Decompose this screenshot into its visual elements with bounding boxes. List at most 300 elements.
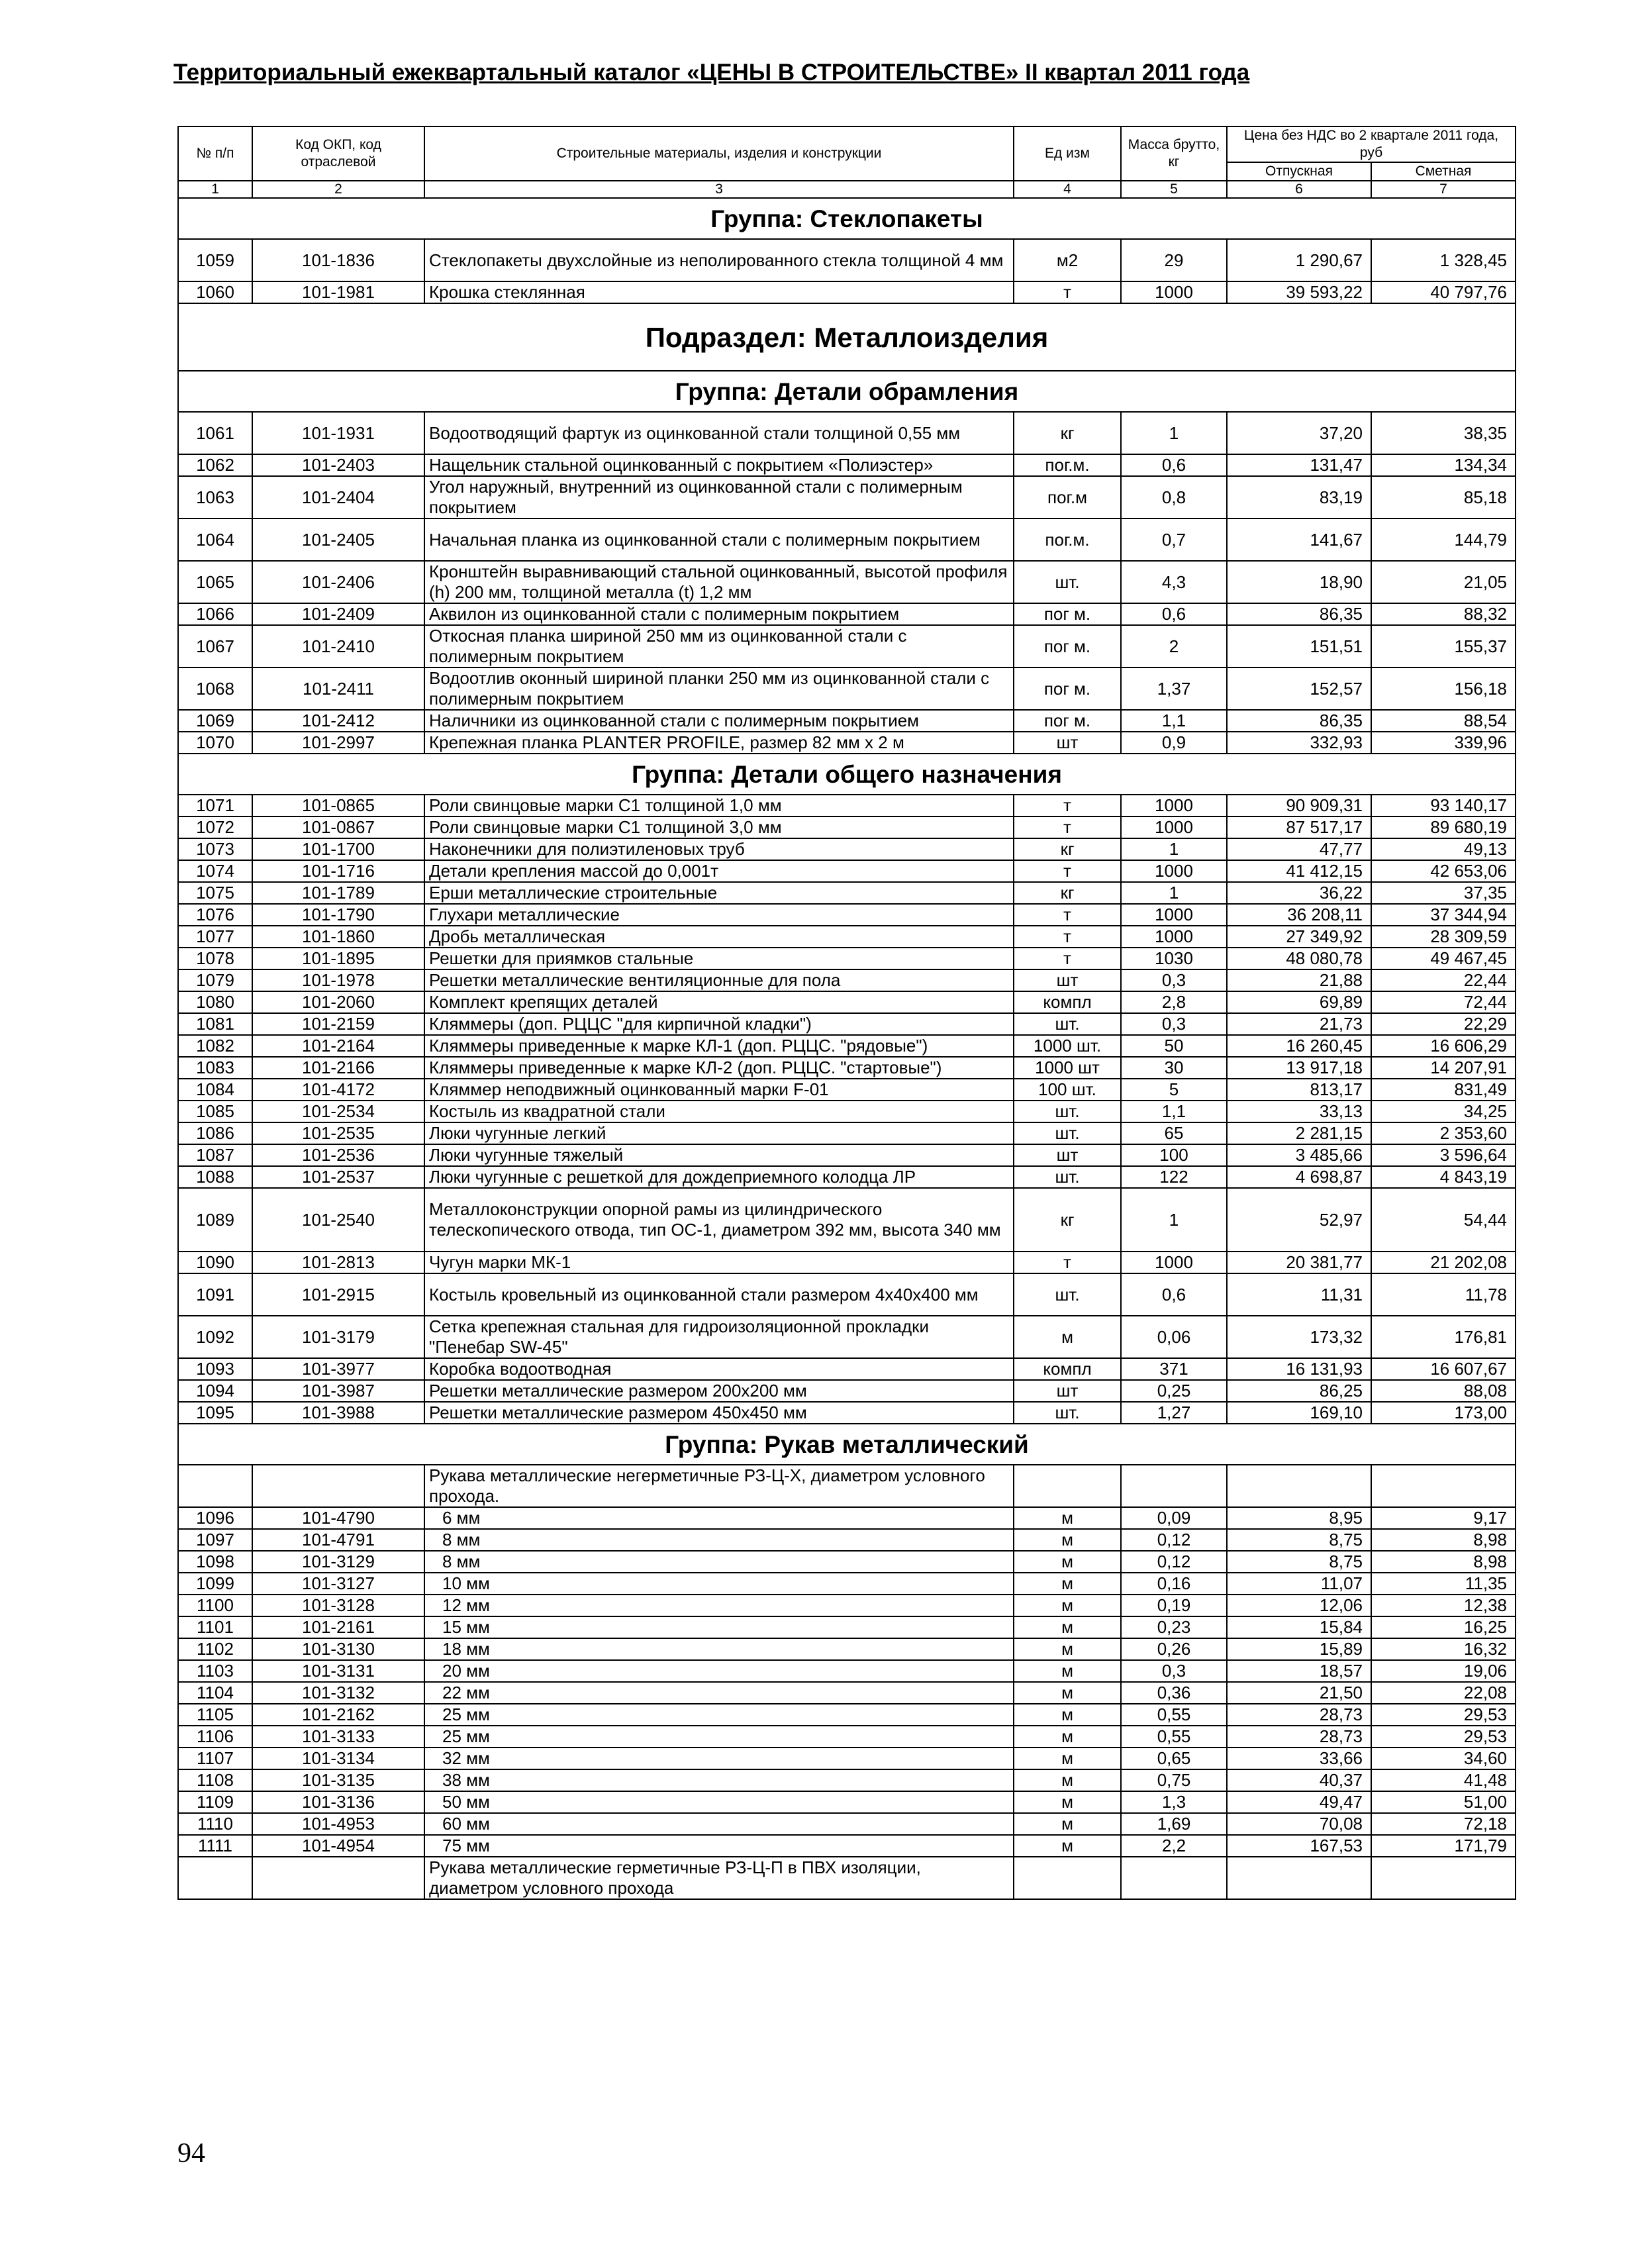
row-price-estimate: 134,34 xyxy=(1371,454,1516,476)
row-price-estimate: 9,17 xyxy=(1371,1507,1516,1529)
row-num: 1067 xyxy=(178,625,252,667)
table-row xyxy=(178,1682,1516,1704)
table-row xyxy=(178,1660,1516,1682)
row-unit: шт. xyxy=(1014,1402,1121,1424)
row-unit: т xyxy=(1014,926,1121,948)
row-unit: м xyxy=(1014,1507,1121,1529)
row-price-release: 18,57 xyxy=(1227,1660,1371,1682)
row-code: 101-2164 xyxy=(252,1035,424,1057)
row-name: Комплект крепящих деталей xyxy=(424,991,1014,1013)
row-price-estimate: 11,35 xyxy=(1371,1573,1516,1595)
row-code: 101-2540 xyxy=(252,1188,424,1252)
table-row xyxy=(178,239,1516,281)
row-name: Люки чугунные легкий xyxy=(424,1122,1014,1144)
row-num: 1108 xyxy=(178,1769,252,1791)
table-row xyxy=(178,1057,1516,1079)
table-row xyxy=(178,838,1516,860)
row-num: 1079 xyxy=(178,969,252,991)
row-unit: шт. xyxy=(1014,561,1121,603)
row-price-estimate: 16 607,67 xyxy=(1371,1358,1516,1380)
column-number: 7 xyxy=(1371,181,1516,198)
row-price-release: 152,57 xyxy=(1227,667,1371,710)
row-unit: компл xyxy=(1014,991,1121,1013)
row-price-release: 86,35 xyxy=(1227,603,1371,625)
row-mass: 0,6 xyxy=(1121,603,1227,625)
row-num: 1098 xyxy=(178,1551,252,1573)
row-num: 1092 xyxy=(178,1316,252,1358)
row-unit: м xyxy=(1014,1835,1121,1857)
row-code: 101-2536 xyxy=(252,1144,424,1166)
row-name: Роли свинцовые марки С1 толщиной 3,0 мм xyxy=(424,816,1014,838)
row-num: 1090 xyxy=(178,1252,252,1273)
row-num: 1073 xyxy=(178,838,252,860)
row-num: 1105 xyxy=(178,1704,252,1726)
row-unit: м xyxy=(1014,1660,1121,1682)
row-code: 101-3136 xyxy=(252,1791,424,1813)
row-num: 1111 xyxy=(178,1835,252,1857)
header-price-group: Цена без НДС во 2 квартале 2011 года, руб xyxy=(1227,126,1516,162)
header-price-release: Отпускная xyxy=(1227,162,1371,181)
row-price-release: 36,22 xyxy=(1227,882,1371,904)
row-unit: т xyxy=(1014,948,1121,969)
row-mass: 0,55 xyxy=(1121,1726,1227,1748)
row-mass: 1000 xyxy=(1121,281,1227,303)
row-unit: м xyxy=(1014,1748,1121,1769)
row-num: 1086 xyxy=(178,1122,252,1144)
row-price-release: 86,25 xyxy=(1227,1380,1371,1402)
row-mass: 2,2 xyxy=(1121,1835,1227,1857)
row-mass: 1030 xyxy=(1121,948,1227,969)
row-price-estimate: 3 596,64 xyxy=(1371,1144,1516,1166)
row-price-estimate: 49,13 xyxy=(1371,838,1516,860)
row-unit: м xyxy=(1014,1638,1121,1660)
table-row xyxy=(178,476,1516,518)
group-header-row xyxy=(178,198,1516,239)
row-mass: 30 xyxy=(1121,1057,1227,1079)
row-num: 1078 xyxy=(178,948,252,969)
row-unit: шт. xyxy=(1014,1166,1121,1188)
row-mass: 1,3 xyxy=(1121,1791,1227,1813)
row-code: 101-2915 xyxy=(252,1273,424,1316)
row-unit: компл xyxy=(1014,1358,1121,1380)
row-code: 101-3128 xyxy=(252,1595,424,1616)
row-price-release: 8,75 xyxy=(1227,1551,1371,1573)
row-code: 101-3135 xyxy=(252,1769,424,1791)
row-price-estimate: 37 344,94 xyxy=(1371,904,1516,926)
row-price-estimate: 22,29 xyxy=(1371,1013,1516,1035)
row-price-estimate: 29,53 xyxy=(1371,1704,1516,1726)
row-num: 1063 xyxy=(178,476,252,518)
row-mass: 371 xyxy=(1121,1358,1227,1380)
row-unit xyxy=(1014,1465,1121,1507)
row-mass: 0,65 xyxy=(1121,1748,1227,1769)
row-num: 1103 xyxy=(178,1660,252,1682)
row-name: Начальная планка из оцинкованной стали с полимерным покрытием xyxy=(424,518,1014,561)
row-code: 101-2404 xyxy=(252,476,424,518)
table-row xyxy=(178,1122,1516,1144)
row-unit: кг xyxy=(1014,838,1121,860)
row-mass: 0,09 xyxy=(1121,1507,1227,1529)
row-price-estimate xyxy=(1371,1857,1516,1899)
row-price-release: 15,84 xyxy=(1227,1616,1371,1638)
row-mass: 1 xyxy=(1121,838,1227,860)
row-mass: 0,12 xyxy=(1121,1551,1227,1573)
row-name: Решетки металлические размером 450х450 мм xyxy=(424,1402,1014,1424)
row-code xyxy=(252,1857,424,1899)
row-price-estimate: 72,44 xyxy=(1371,991,1516,1013)
row-unit: т xyxy=(1014,860,1121,882)
row-mass: 0,3 xyxy=(1121,969,1227,991)
row-price-release: 83,19 xyxy=(1227,476,1371,518)
row-name: 12 мм xyxy=(424,1595,1014,1616)
row-unit: шт xyxy=(1014,1144,1121,1166)
column-number: 1 xyxy=(178,181,252,198)
row-code: 101-1789 xyxy=(252,882,424,904)
row-price-release: 90 909,31 xyxy=(1227,795,1371,816)
row-unit: кг xyxy=(1014,1188,1121,1252)
row-name: Решетки для приямков стальные xyxy=(424,948,1014,969)
row-mass: 1 xyxy=(1121,882,1227,904)
row-name: Кляммеры приведенные к марке КЛ-1 (доп. РЦЦС. "рядовые") xyxy=(424,1035,1014,1057)
row-price-release: 12,06 xyxy=(1227,1595,1371,1616)
page-title: Территориальный ежеквартальный каталог «ЦЕНЫ В СТРОИТЕЛЬСТВЕ» II квартал 2011 года xyxy=(173,60,1250,85)
row-mass: 1000 xyxy=(1121,904,1227,926)
row-price-release: 4 698,87 xyxy=(1227,1166,1371,1188)
column-number: 5 xyxy=(1121,181,1227,198)
header-unit: Ед изм xyxy=(1014,126,1121,181)
row-price-release: 47,77 xyxy=(1227,838,1371,860)
row-mass: 1000 xyxy=(1121,1252,1227,1273)
row-mass: 0,6 xyxy=(1121,454,1227,476)
row-code: 101-1860 xyxy=(252,926,424,948)
table-row xyxy=(178,454,1516,476)
row-unit xyxy=(1014,1857,1121,1899)
row-code: 101-1700 xyxy=(252,838,424,860)
header-price-estimate: Сметная xyxy=(1371,162,1516,181)
row-name: Сетка крепежная стальная для гидроизоляционной прокладки "Пенебар SW-45" xyxy=(424,1316,1014,1358)
row-unit: шт xyxy=(1014,732,1121,754)
row-price-estimate: 2 353,60 xyxy=(1371,1122,1516,1144)
row-mass: 4,3 xyxy=(1121,561,1227,603)
row-price-release: 41 412,15 xyxy=(1227,860,1371,882)
row-unit: м xyxy=(1014,1551,1121,1573)
row-code: 101-1931 xyxy=(252,412,424,454)
table-row xyxy=(178,1166,1516,1188)
table-row xyxy=(178,1616,1516,1638)
row-num: 1069 xyxy=(178,710,252,732)
row-num: 1072 xyxy=(178,816,252,838)
row-num xyxy=(178,1465,252,1507)
row-name: Крепежная планка PLANTER PROFILE, размер 82 мм х 2 м xyxy=(424,732,1014,754)
row-code: 101-1790 xyxy=(252,904,424,926)
row-price-release: 3 485,66 xyxy=(1227,1144,1371,1166)
row-mass: 1,27 xyxy=(1121,1402,1227,1424)
row-mass: 100 xyxy=(1121,1144,1227,1166)
row-mass: 2,8 xyxy=(1121,991,1227,1013)
row-price-release: 16 131,93 xyxy=(1227,1358,1371,1380)
row-price-estimate: 72,18 xyxy=(1371,1813,1516,1835)
table-row xyxy=(178,667,1516,710)
row-num: 1082 xyxy=(178,1035,252,1057)
row-name: 8 мм xyxy=(424,1529,1014,1551)
row-name: Ерши металлические строительные xyxy=(424,882,1014,904)
row-mass: 0,6 xyxy=(1121,1273,1227,1316)
row-price-release: 36 208,11 xyxy=(1227,904,1371,926)
row-price-estimate: 42 653,06 xyxy=(1371,860,1516,882)
row-price-estimate: 49 467,45 xyxy=(1371,948,1516,969)
row-num: 1071 xyxy=(178,795,252,816)
row-price-estimate: 89 680,19 xyxy=(1371,816,1516,838)
table-row xyxy=(178,1748,1516,1769)
row-code: 101-0867 xyxy=(252,816,424,838)
row-price-release: 173,32 xyxy=(1227,1316,1371,1358)
column-number-row xyxy=(178,181,1516,198)
row-unit: м xyxy=(1014,1682,1121,1704)
group-header-row xyxy=(178,371,1516,412)
row-price-release: 28,73 xyxy=(1227,1704,1371,1726)
row-price-release: 52,97 xyxy=(1227,1188,1371,1252)
row-name: 38 мм xyxy=(424,1769,1014,1791)
row-num: 1075 xyxy=(178,882,252,904)
row-code: 101-3131 xyxy=(252,1660,424,1682)
row-num: 1096 xyxy=(178,1507,252,1529)
table-row xyxy=(178,1835,1516,1857)
row-mass: 0,25 xyxy=(1121,1380,1227,1402)
row-mass: 65 xyxy=(1121,1122,1227,1144)
row-name: 32 мм xyxy=(424,1748,1014,1769)
table-header xyxy=(178,126,1516,198)
row-code: 101-2537 xyxy=(252,1166,424,1188)
row-price-estimate: 339,96 xyxy=(1371,732,1516,754)
table-row xyxy=(178,991,1516,1013)
row-price-release: 8,95 xyxy=(1227,1507,1371,1529)
table-row xyxy=(178,1273,1516,1316)
table-row xyxy=(178,710,1516,732)
row-code: 101-2060 xyxy=(252,991,424,1013)
row-price-estimate: 16 606,29 xyxy=(1371,1035,1516,1057)
table-row xyxy=(178,795,1516,816)
row-code: 101-3132 xyxy=(252,1682,424,1704)
row-price-estimate: 22,44 xyxy=(1371,969,1516,991)
table-row xyxy=(178,1358,1516,1380)
column-number: 3 xyxy=(424,181,1014,198)
row-num: 1097 xyxy=(178,1529,252,1551)
row-code: 101-4954 xyxy=(252,1835,424,1857)
row-code: 101-4791 xyxy=(252,1529,424,1551)
row-mass: 0,75 xyxy=(1121,1769,1227,1791)
row-price-estimate: 11,78 xyxy=(1371,1273,1516,1316)
row-code: 101-1836 xyxy=(252,239,424,281)
row-price-estimate: 54,44 xyxy=(1371,1188,1516,1252)
table-row xyxy=(178,1079,1516,1101)
row-name: 75 мм xyxy=(424,1835,1014,1857)
row-price-release: 40,37 xyxy=(1227,1769,1371,1791)
row-name: 25 мм xyxy=(424,1726,1014,1748)
row-price-estimate: 40 797,76 xyxy=(1371,281,1516,303)
row-price-release: 21,73 xyxy=(1227,1013,1371,1035)
row-price-release: 28,73 xyxy=(1227,1726,1371,1748)
row-unit: м2 xyxy=(1014,239,1121,281)
table-row xyxy=(178,1638,1516,1660)
row-mass: 0,16 xyxy=(1121,1573,1227,1595)
row-mass: 1000 xyxy=(1121,926,1227,948)
group-title: Группа: Рукав металлический xyxy=(178,1424,1516,1465)
row-name: Костыль кровельный из оцинкованной стали размером 4х40х400 мм xyxy=(424,1273,1014,1316)
row-unit: м xyxy=(1014,1573,1121,1595)
row-code: 101-2159 xyxy=(252,1013,424,1035)
row-price-estimate: 34,60 xyxy=(1371,1748,1516,1769)
row-price-estimate: 88,54 xyxy=(1371,710,1516,732)
row-num: 1064 xyxy=(178,518,252,561)
row-price-release: 332,93 xyxy=(1227,732,1371,754)
table-row xyxy=(178,281,1516,303)
table-row xyxy=(178,1791,1516,1813)
row-name: Кляммеры (доп. РЦЦС "для кирпичной кладки") xyxy=(424,1013,1014,1035)
table-body xyxy=(178,198,1516,1899)
row-unit: м xyxy=(1014,1704,1121,1726)
row-unit: пог м. xyxy=(1014,710,1121,732)
row-mass: 0,3 xyxy=(1121,1660,1227,1682)
row-name: Нащельник стальной оцинкованный с покрытием «Полиэстер» xyxy=(424,454,1014,476)
row-code: 101-2534 xyxy=(252,1101,424,1122)
table-note-row xyxy=(178,1465,1516,1507)
row-mass: 0,12 xyxy=(1121,1529,1227,1551)
row-code: 101-1716 xyxy=(252,860,424,882)
row-unit: шт. xyxy=(1014,1122,1121,1144)
header-mass: Масса брутто, кг xyxy=(1121,126,1227,181)
row-name: Детали крепления массой до 0,001т xyxy=(424,860,1014,882)
table-row xyxy=(178,1188,1516,1252)
row-unit: м xyxy=(1014,1791,1121,1813)
table-row xyxy=(178,1380,1516,1402)
row-code: 101-2411 xyxy=(252,667,424,710)
row-code: 101-3127 xyxy=(252,1573,424,1595)
row-price-release: 13 917,18 xyxy=(1227,1057,1371,1079)
row-name: Дробь металлическая xyxy=(424,926,1014,948)
row-code: 101-2409 xyxy=(252,603,424,625)
table-row xyxy=(178,625,1516,667)
row-code: 101-2405 xyxy=(252,518,424,561)
header-name: Строительные материалы, изделия и конструкции xyxy=(424,126,1014,181)
table-row xyxy=(178,412,1516,454)
row-price-estimate: 22,08 xyxy=(1371,1682,1516,1704)
row-unit: пог м. xyxy=(1014,603,1121,625)
row-price-estimate: 16,25 xyxy=(1371,1616,1516,1638)
row-price-estimate: 37,35 xyxy=(1371,882,1516,904)
group-title: Группа: Стеклопакеты xyxy=(178,198,1516,239)
row-code: 101-3179 xyxy=(252,1316,424,1358)
row-price-estimate: 1 328,45 xyxy=(1371,239,1516,281)
table-row xyxy=(178,969,1516,991)
row-name: Костыль из квадратной стали xyxy=(424,1101,1014,1122)
row-mass: 0,8 xyxy=(1121,476,1227,518)
row-price-release: 141,67 xyxy=(1227,518,1371,561)
row-num: 1083 xyxy=(178,1057,252,1079)
table-note-row xyxy=(178,1857,1516,1899)
row-name: Рукава металлические герметичные РЗ-Ц-П в ПВХ изоляции, диаметром условного прохода xyxy=(424,1857,1014,1899)
row-price-release: 33,66 xyxy=(1227,1748,1371,1769)
table-row xyxy=(178,1726,1516,1748)
row-price-estimate: 88,08 xyxy=(1371,1380,1516,1402)
row-name: 20 мм xyxy=(424,1660,1014,1682)
table-row xyxy=(178,518,1516,561)
page-number: 94 xyxy=(177,2138,205,2169)
table-row xyxy=(178,1035,1516,1057)
row-price-release: 167,53 xyxy=(1227,1835,1371,1857)
row-code xyxy=(252,1465,424,1507)
table-row xyxy=(178,882,1516,904)
row-name: 18 мм xyxy=(424,1638,1014,1660)
table-row xyxy=(178,1551,1516,1573)
row-name: Угол наружный, внутренний из оцинкованной стали с полимерным покрытием xyxy=(424,476,1014,518)
row-code: 101-1895 xyxy=(252,948,424,969)
row-mass: 1000 xyxy=(1121,860,1227,882)
row-price-estimate: 19,06 xyxy=(1371,1660,1516,1682)
row-name: 15 мм xyxy=(424,1616,1014,1638)
group-title: Группа: Детали обрамления xyxy=(178,371,1516,412)
row-mass: 0,3 xyxy=(1121,1013,1227,1035)
row-unit: 100 шт. xyxy=(1014,1079,1121,1101)
row-name: Решетки металлические вентиляционные для пола xyxy=(424,969,1014,991)
row-mass: 1,37 xyxy=(1121,667,1227,710)
row-code: 101-1981 xyxy=(252,281,424,303)
table-row xyxy=(178,1573,1516,1595)
row-mass: 1 xyxy=(1121,412,1227,454)
row-name: Водоотлив оконный шириной планки 250 мм из оцинкованной стали с полимерным покрытием xyxy=(424,667,1014,710)
table-row xyxy=(178,948,1516,969)
row-price-estimate: 155,37 xyxy=(1371,625,1516,667)
row-mass: 1,1 xyxy=(1121,1101,1227,1122)
row-num: 1084 xyxy=(178,1079,252,1101)
row-num: 1077 xyxy=(178,926,252,948)
row-price-estimate: 38,35 xyxy=(1371,412,1516,454)
row-price-release: 39 593,22 xyxy=(1227,281,1371,303)
row-mass: 0,9 xyxy=(1121,732,1227,754)
row-num: 1087 xyxy=(178,1144,252,1166)
row-num: 1106 xyxy=(178,1726,252,1748)
row-num: 1081 xyxy=(178,1013,252,1035)
row-mass: 1,1 xyxy=(1121,710,1227,732)
row-code: 101-2997 xyxy=(252,732,424,754)
subsection-header-row xyxy=(178,303,1516,371)
table-row xyxy=(178,1252,1516,1273)
row-price-estimate: 14 207,91 xyxy=(1371,1057,1516,1079)
row-price-release: 813,17 xyxy=(1227,1079,1371,1101)
row-unit: т xyxy=(1014,795,1121,816)
table-row xyxy=(178,816,1516,838)
row-name: Откосная планка шириной 250 мм из оцинкованной стали с полимерным покрытием xyxy=(424,625,1014,667)
row-code: 101-2166 xyxy=(252,1057,424,1079)
row-price-estimate: 88,32 xyxy=(1371,603,1516,625)
row-mass: 0,55 xyxy=(1121,1704,1227,1726)
row-num: 1101 xyxy=(178,1616,252,1638)
row-unit: м xyxy=(1014,1529,1121,1551)
row-num: 1074 xyxy=(178,860,252,882)
row-code: 101-2403 xyxy=(252,454,424,476)
row-unit: пог.м. xyxy=(1014,454,1121,476)
table-row xyxy=(178,1507,1516,1529)
row-mass: 5 xyxy=(1121,1079,1227,1101)
row-num: 1080 xyxy=(178,991,252,1013)
row-mass: 0,23 xyxy=(1121,1616,1227,1638)
row-unit: м xyxy=(1014,1316,1121,1358)
row-num: 1076 xyxy=(178,904,252,926)
row-name: Металлоконструкции опорной рамы из цилиндрического телескопического отвода, тип ОС-1, диаметром 392 мм, высота 340 мм xyxy=(424,1188,1014,1252)
table-row xyxy=(178,561,1516,603)
group-title: Группа: Детали общего назначения xyxy=(178,754,1516,795)
row-price-estimate: 85,18 xyxy=(1371,476,1516,518)
row-price-release xyxy=(1227,1465,1371,1507)
